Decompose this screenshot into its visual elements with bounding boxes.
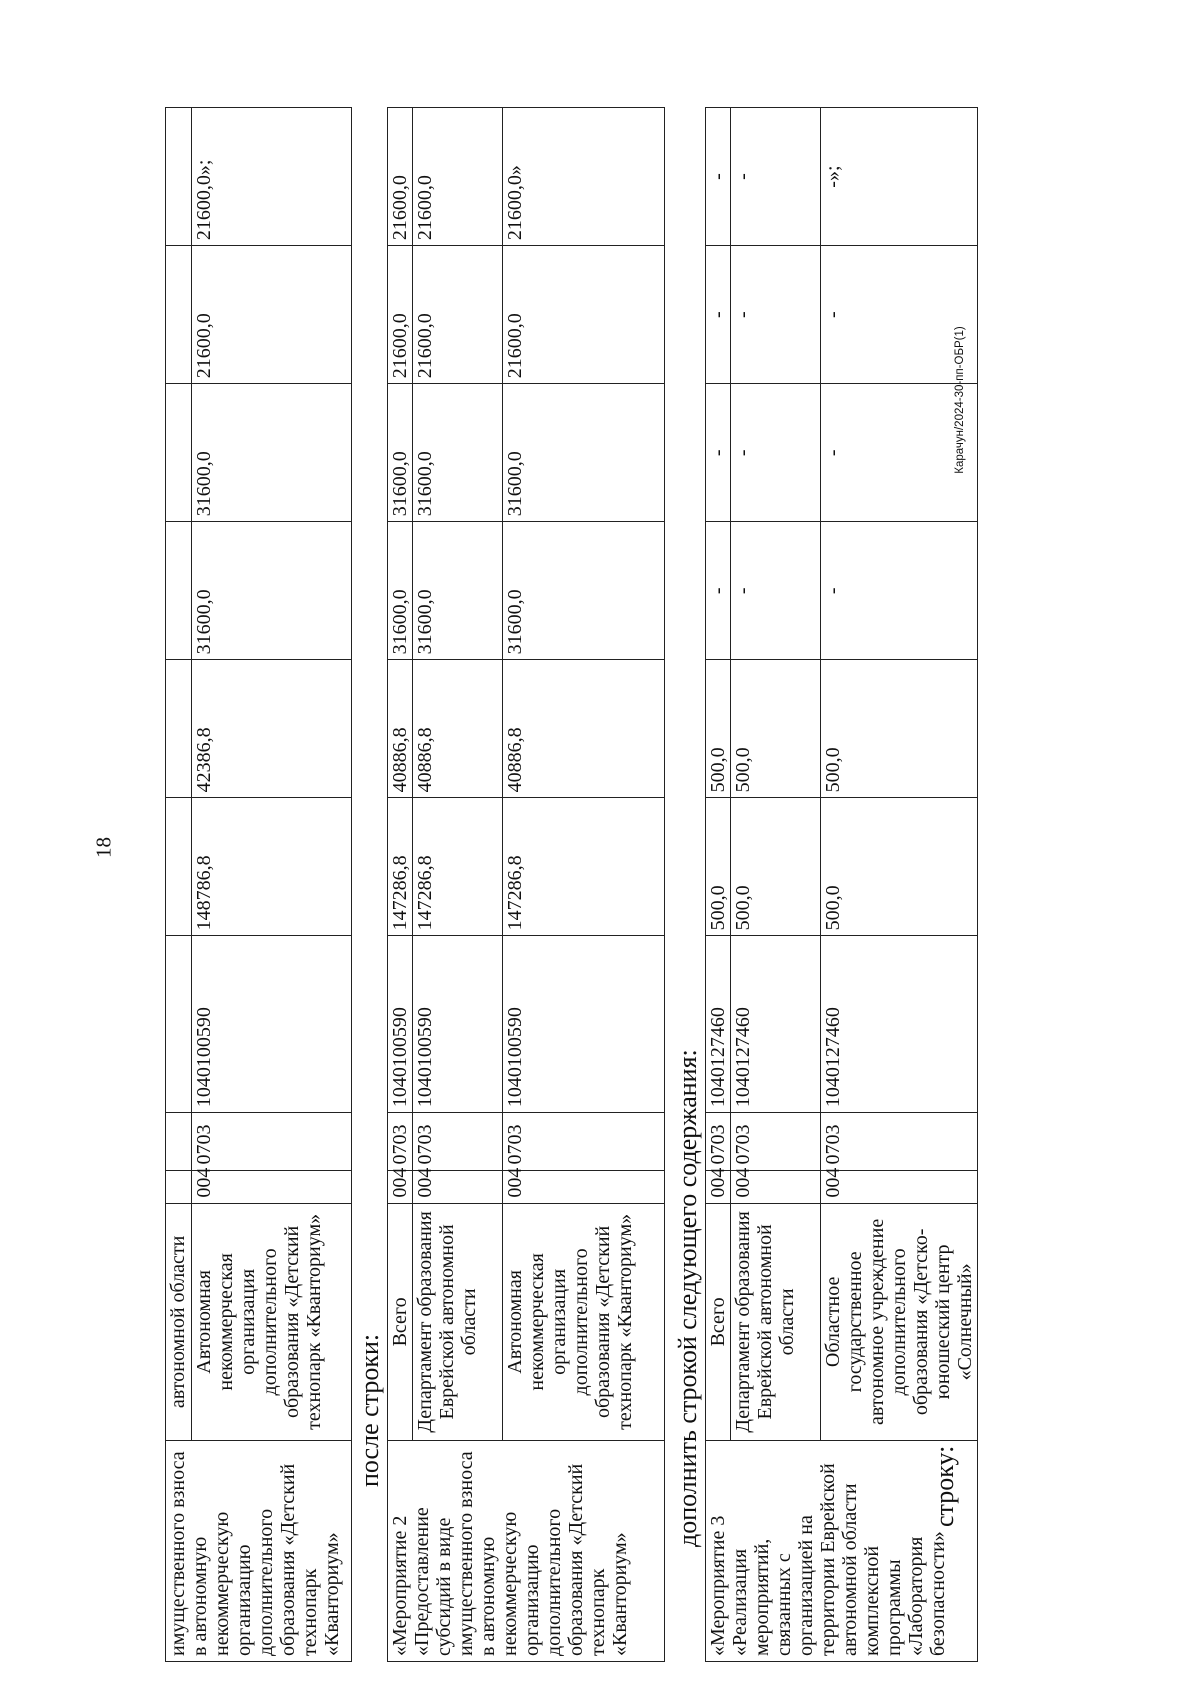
year-cell [166,246,192,384]
table-new-row [705,107,978,1662]
table-continuation [165,107,352,1662]
executor-cell: Автономная некоммерческая организация дополнительного образования «Детский технопарк «Кванториум» [503,1203,665,1440]
year-cell: 21600,0»; [192,108,352,246]
table-row [706,108,731,1662]
gov-code-cell: 004 [192,1170,352,1203]
gov-code-cell: 004 [388,1170,413,1203]
year-cell: 21600,0 [413,246,503,384]
page-number: 18 [91,837,116,858]
total-cell: 500,0 [821,798,978,936]
executor-cell: Департамент образования Еврейской автономной области [731,1203,821,1440]
measure-name-cell: «Мероприятие 3 «Реализация мероприятий, связанных с организацией на территории Еврейской автономной области комплексной программы «Лаборатория безопасности» [706,1441,978,1662]
gov-code-cell: 004 [731,1170,821,1203]
year-cell: 500,0 [821,660,978,798]
executor-cell: Департамент образования Еврейской автономной области [413,1203,503,1440]
executor-cell: Автономная некоммерческая организация дополнительного образования «Детский технопарк «Кванториум» [192,1203,352,1440]
gov-code-cell: 004 [821,1170,978,1203]
target-code-cell [166,936,192,1113]
section-code-cell: 0703 [388,1113,413,1170]
target-code-cell: 1040100590 [388,936,413,1113]
year-cell: - [821,384,978,522]
year-cell: 21600,0» [503,108,665,246]
year-cell: - [731,246,821,384]
target-code-cell: 1040127460 [706,936,731,1113]
year-cell [166,522,192,660]
year-cell: 31600,0 [388,384,413,522]
target-code-cell: 1040100590 [413,936,503,1113]
total-cell: 148786,8 [192,798,352,936]
year-cell: - [821,522,978,660]
year-cell: 31600,0 [503,384,665,522]
target-code-cell: 1040127460 [731,936,821,1113]
year-cell: - [706,384,731,522]
year-cell [166,660,192,798]
table-row [731,108,821,1662]
section-code-cell: 0703 [413,1113,503,1170]
year-cell: 31600,0 [413,384,503,522]
target-code-cell: 1040100590 [192,936,352,1113]
table-row [388,108,413,1662]
document-code: Карачун/2024-30-пп-ОБР(1) [954,326,966,474]
year-cell [166,384,192,522]
year-cell: - [731,522,821,660]
year-cell: 21600,0 [413,108,503,246]
section-code-cell [166,1113,192,1170]
table-row [503,108,665,1662]
year-cell: -»; [821,108,978,246]
executor-cell: Всего [706,1203,731,1440]
gov-code-cell: 004 [413,1170,503,1203]
year-cell: - [706,108,731,246]
rotated-page-content [165,72,976,1662]
executor-cell: Всего [388,1203,413,1440]
total-cell: 147286,8 [388,798,413,936]
total-cell: 147286,8 [413,798,503,936]
total-cell: 500,0 [731,798,821,936]
year-cell: 42386,8 [192,660,352,798]
executor-cell: Областное государственное автономное учреждение дополнительного образования «Детско-юношеский центр «Солнечный» [821,1203,978,1440]
gov-code-cell: 004 [706,1170,731,1203]
year-cell: 500,0 [706,660,731,798]
label-after-row: после строки: [355,1333,384,1487]
table-row [821,108,978,1662]
year-cell: - [706,246,731,384]
section-code-cell: 0703 [731,1113,821,1170]
total-cell [166,798,192,936]
year-cell: - [731,384,821,522]
table-after-row [387,107,665,1662]
gov-code-cell [166,1170,192,1203]
year-cell: 21600,0 [503,246,665,384]
total-cell: 147286,8 [503,798,665,936]
year-cell: 40886,8 [503,660,665,798]
section-code-cell: 0703 [192,1113,352,1170]
table-row [413,108,503,1662]
year-cell: - [731,108,821,246]
year-cell: 31600,0 [388,522,413,660]
measure-name-cell: имущественного взноса в автономную некоммерческую организацию дополнительного образования «Детский технопарк «Кванториум» [166,1441,352,1662]
year-cell: - [706,522,731,660]
table-row [166,108,192,1662]
year-cell: 21600,0 [388,108,413,246]
target-code-cell: 1040127460 [821,936,978,1113]
gov-code-cell: 004 [503,1170,665,1203]
year-cell: 21600,0 [192,246,352,384]
year-cell: 31600,0 [192,522,352,660]
year-cell: 40886,8 [388,660,413,798]
total-cell: 500,0 [706,798,731,936]
executor-cell: автономной области [166,1203,192,1440]
year-cell [166,108,192,246]
section-code-cell: 0703 [706,1113,731,1170]
section-code-cell: 0703 [821,1113,978,1170]
label-supplement: дополнить строкой следующего содержания: [673,1049,702,1547]
measure-name-cell: «Мероприятие 2 «Предоставление субсидий в виде имущественного взноса в автономную некоммерческую организацию дополнительного образования «Детский технопарк «Кванториум» [388,1441,665,1662]
year-cell: 31600,0 [413,522,503,660]
year-cell: 31600,0 [503,522,665,660]
year-cell: 31600,0 [192,384,352,522]
year-cell: 500,0 [731,660,821,798]
table-row [192,108,352,1662]
target-code-cell: 1040100590 [503,936,665,1113]
year-cell: 21600,0 [388,246,413,384]
year-cell: 40886,8 [413,660,503,798]
year-cell: - [821,246,978,384]
label-line: строку: [930,1445,959,1527]
section-code-cell: 0703 [503,1113,665,1170]
